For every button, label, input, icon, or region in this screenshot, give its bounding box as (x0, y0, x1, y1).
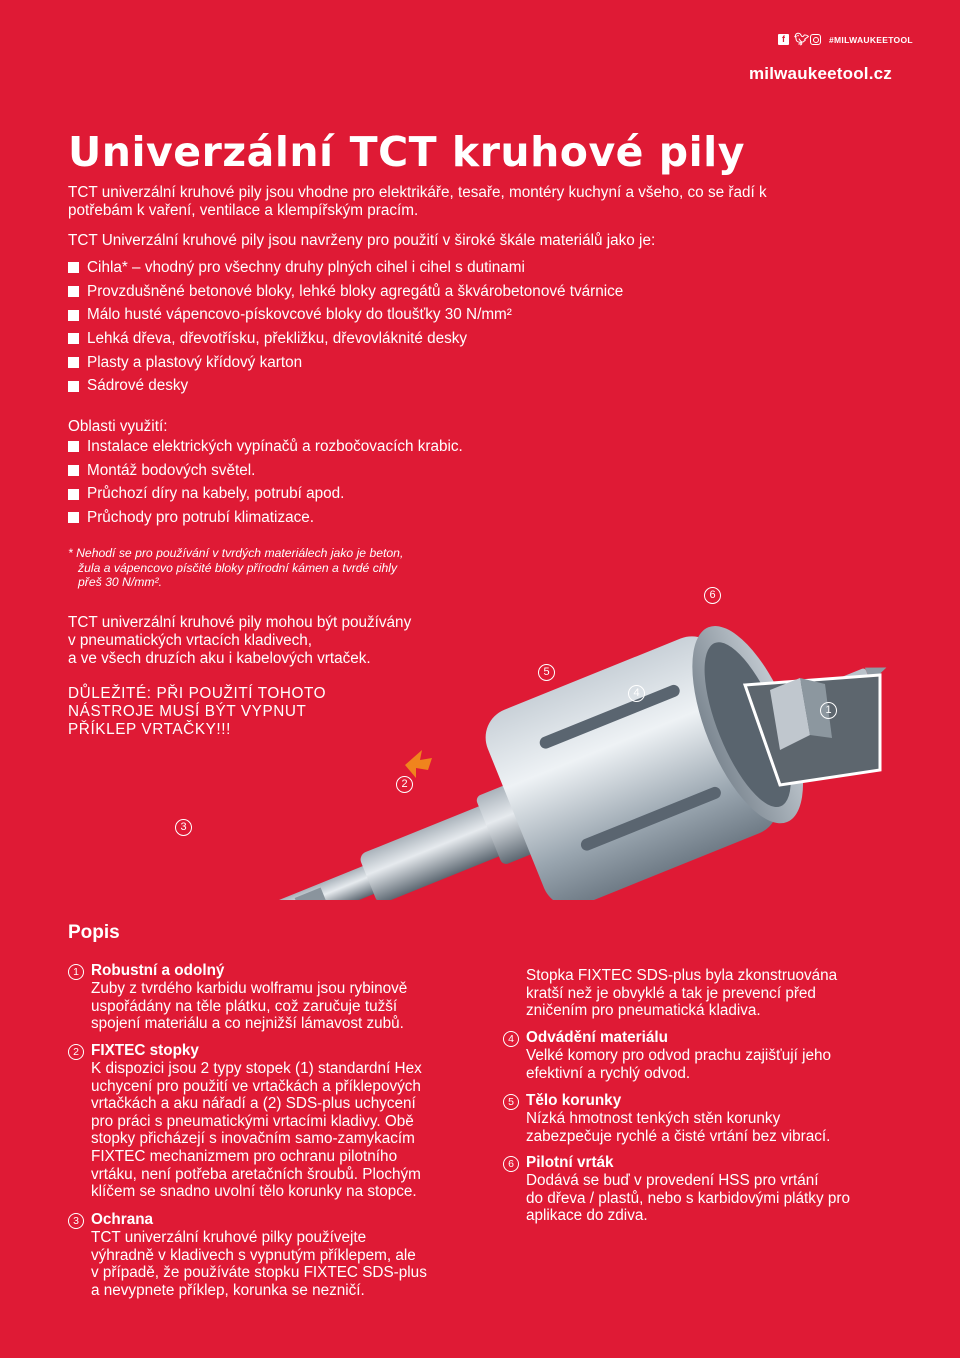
number-badge: 3 (68, 1213, 84, 1229)
site-url[interactable]: milwaukeetool.cz (748, 64, 892, 83)
bullet-icon (68, 262, 79, 273)
description-item: Stopka FIXTEC SDS-plus byla zkonstruována kratší než je obvyklé a tak je prevencí před zničením pro pneumatická kladiva. (526, 967, 838, 1020)
materials-list (68, 256, 623, 398)
bullet-icon (68, 489, 79, 500)
list-item: Montáž bodových světel. (68, 459, 463, 483)
hole-saw-illustration (160, 560, 920, 900)
areas-list (68, 435, 463, 530)
title-part-1: Univerzální (68, 128, 334, 176)
list-item: Průchody pro potrubí klimatizace. (68, 506, 463, 530)
list-item: Cihla* – vhodný pro všechny druhy plných cihel i cihel s dutinami (68, 256, 623, 280)
list-item: Provzdušněné betonové bloky, lehké bloky agregátů a škvárobetonové tvárnice (68, 280, 623, 304)
bullet-icon (68, 286, 79, 297)
bullet-icon (68, 381, 79, 392)
list-item: Sádrové desky (68, 374, 623, 398)
description-item: 6 Pilotní vrták Dodává se buď v provedení HSS pro vrtání do dřeva / plastů, nebo s karbidovými plátky pro aplikace do zdiva. (503, 1154, 903, 1225)
description-item: 4 Odvádění materiálu Velké komory pro odvod prachu zajišťují jeho efektivní a rychlý odvod. (503, 1029, 903, 1082)
number-badge: 2 (68, 1044, 84, 1060)
twitter-icon[interactable]: 🐦︎ (794, 32, 810, 46)
list-item: Instalace elektrických vypínačů a rozbočovacích krabic. (68, 435, 463, 459)
social-links (778, 34, 913, 45)
list-item: Málo husté vápencovo-pískovcové bloky do tloušťky 30 N/mm² (68, 303, 623, 327)
description-item: 1 Robustní a odolný Zuby z tvrdého karbidu wolframu jsou rybinově uspořádány na těle plátku, což zaručuje tužší spojení materiálu a co nejnižší lámavost zubů. (68, 962, 488, 1033)
callout-1: 1 (820, 702, 837, 719)
warning-text: DŮLEŽITÉ: PŘI POUŽITÍ TOHOTO NÁSTROJE MUSÍ BÝT VYPNUT PŘÍKLEP VRTAČKY!!! (68, 685, 327, 738)
callout-4: 4 (628, 685, 645, 702)
number-badge: 4 (503, 1031, 519, 1047)
callout-3: 3 (175, 819, 192, 836)
number-badge: 1 (68, 964, 84, 980)
callout-6: 6 (704, 587, 721, 604)
bullet-icon (68, 441, 79, 452)
bullet-icon (68, 465, 79, 476)
description-item: 3 Ochrana TCT univerzální kruhové pilky používejte výhradně v kladivech s vypnutým příklepem, ale v případě, že používáte stopku FIXTEC SDS-plus a nevypnete příklep, korunka se nezničí. (68, 1211, 488, 1299)
callout-2: 2 (396, 776, 413, 793)
description-item: 2 FIXTEC stopky K dispozici jsou 2 typy stopek (1) standardní Hex uchycení pro použití ve vrtačkách a příklepových vrtačkách a aku nářadí a (2) SDS-plus uchycení pro práci s pneumatickými vrtacími kladivy. Obě stopky přicházejí s inovačním samo-zamykacím FIXTEC mechanizmem pro ochranu pilotního vrtáku, není potřeba aretačních šroubů. Plochým klíčem se snadno uvolní tělo korunky na stopce. (68, 1042, 488, 1201)
areas-heading: Oblasti využití: (68, 418, 168, 435)
intro-text: TCT univerzální kruhové pily jsou vhodne pro elektrikáře, tesaře, montéry kuchyní a všeho, co se řadí k potřebám k vaření, ventilace a klempířským pracím. (68, 184, 767, 219)
number-badge: 6 (503, 1156, 519, 1172)
bullet-icon (68, 512, 79, 523)
bullet-icon (68, 310, 79, 321)
facebook-icon[interactable]: f (778, 34, 789, 45)
description-item: 5 Tělo korunky Nízká hmotnost tenkých stěn korunky zabezpečuje rychlé a čisté vrtání bez vibrací. (503, 1092, 903, 1145)
title-part-2: TCT kruhové pily (349, 128, 745, 176)
bullet-icon (68, 357, 79, 368)
list-item: Plasty a plastový křídový karton (68, 351, 623, 375)
intro-text-2: TCT Univerzální kruhové pily jsou navrženy pro použití v široké škále materiálů jako je: (68, 232, 656, 249)
number-badge: 5 (503, 1094, 519, 1110)
bullet-icon (68, 333, 79, 344)
pneumatic-text: TCT univerzální kruhové pily mohou být používány v pneumatických vrtacích kladivech, a ve všech druzích aku i kabelových vrtaček. (68, 614, 412, 667)
callout-5: 5 (538, 664, 555, 681)
page-title (68, 128, 761, 176)
section-heading: Popis (68, 922, 120, 943)
list-item: Lehká dřeva, dřevotřísku, překližku, dřevovláknité desky (68, 327, 623, 351)
footnote: * Nehodí se pro používání v tvrdých materiálech jako je beton, žula a vápencovo písčité bloky přírodní kámen a tvrdé cihly přeš 30 N/mm². (68, 546, 404, 589)
instagram-icon[interactable] (810, 34, 821, 45)
list-item: Průchozí díry na kabely, potrubí apod. (68, 482, 463, 506)
hashtag: #MILWAUKEETOOL (829, 34, 913, 45)
